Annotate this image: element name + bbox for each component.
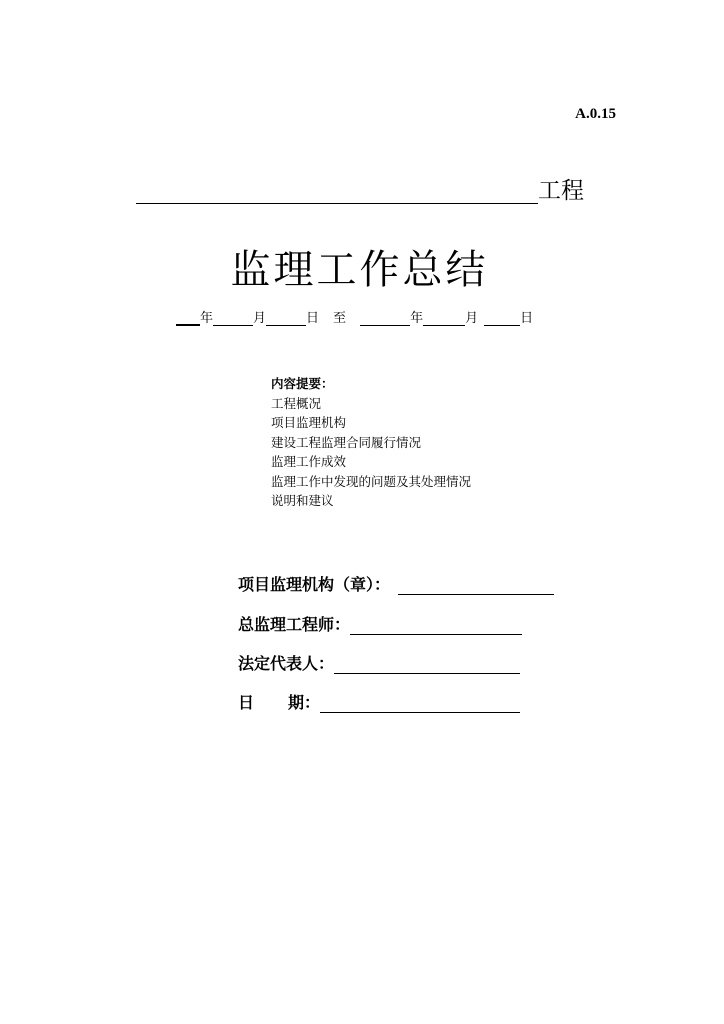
- summary-item: 监理工作中发现的问题及其处理情况: [271, 473, 472, 489]
- org-seal-row: [238, 572, 554, 595]
- end-day-label: 日: [520, 311, 534, 326]
- date-label-second: 期：: [288, 693, 321, 712]
- date-blank[interactable]: [320, 694, 520, 713]
- document-title: [0, 238, 724, 295]
- start-day-label: 日: [306, 311, 320, 326]
- end-month-label: 月: [465, 311, 479, 326]
- period-line: [176, 307, 533, 326]
- end-year-label: 年: [410, 311, 424, 326]
- form-code: A.0.15: [575, 106, 616, 122]
- end-day-blank[interactable]: [484, 312, 520, 326]
- start-year-label: 年: [200, 311, 214, 326]
- start-day-blank[interactable]: [266, 312, 306, 326]
- project-name-line: [136, 178, 584, 204]
- org-seal-blank[interactable]: [398, 576, 554, 595]
- end-month-blank[interactable]: [423, 312, 465, 326]
- summary-item: 工程概况: [271, 395, 322, 411]
- summary-item: 监理工作成效: [271, 454, 347, 469]
- legal-rep-blank[interactable]: [334, 655, 520, 674]
- date-label-first: 日: [238, 693, 255, 712]
- project-name-blank[interactable]: [136, 181, 538, 204]
- chief-engineer-label: 总监理工程师：: [238, 615, 351, 634]
- legal-rep-label: 法定代表人：: [238, 654, 335, 673]
- title-text: 监理工作总结: [230, 247, 489, 293]
- date-row: [238, 690, 520, 713]
- summary-heading: 内容提要：: [271, 376, 334, 391]
- chief-engineer-row: [238, 612, 522, 635]
- end-year-blank[interactable]: [360, 312, 410, 326]
- project-suffix: 工程: [538, 178, 584, 204]
- summary-item: 建设工程监理合同履行情况: [271, 434, 422, 450]
- start-month-label: 月: [253, 311, 267, 326]
- summary-item: 说明和建议: [271, 493, 334, 508]
- org-seal-label: 项目监理机构（章）：: [238, 575, 391, 594]
- content-summary: [271, 374, 471, 511]
- period-to-label: 至: [333, 311, 347, 326]
- legal-rep-row: [238, 651, 520, 674]
- start-month-blank[interactable]: [213, 312, 253, 326]
- chief-engineer-blank[interactable]: [350, 616, 522, 635]
- summary-item: 项目监理机构: [271, 415, 347, 430]
- start-year-blank[interactable]: [176, 311, 200, 326]
